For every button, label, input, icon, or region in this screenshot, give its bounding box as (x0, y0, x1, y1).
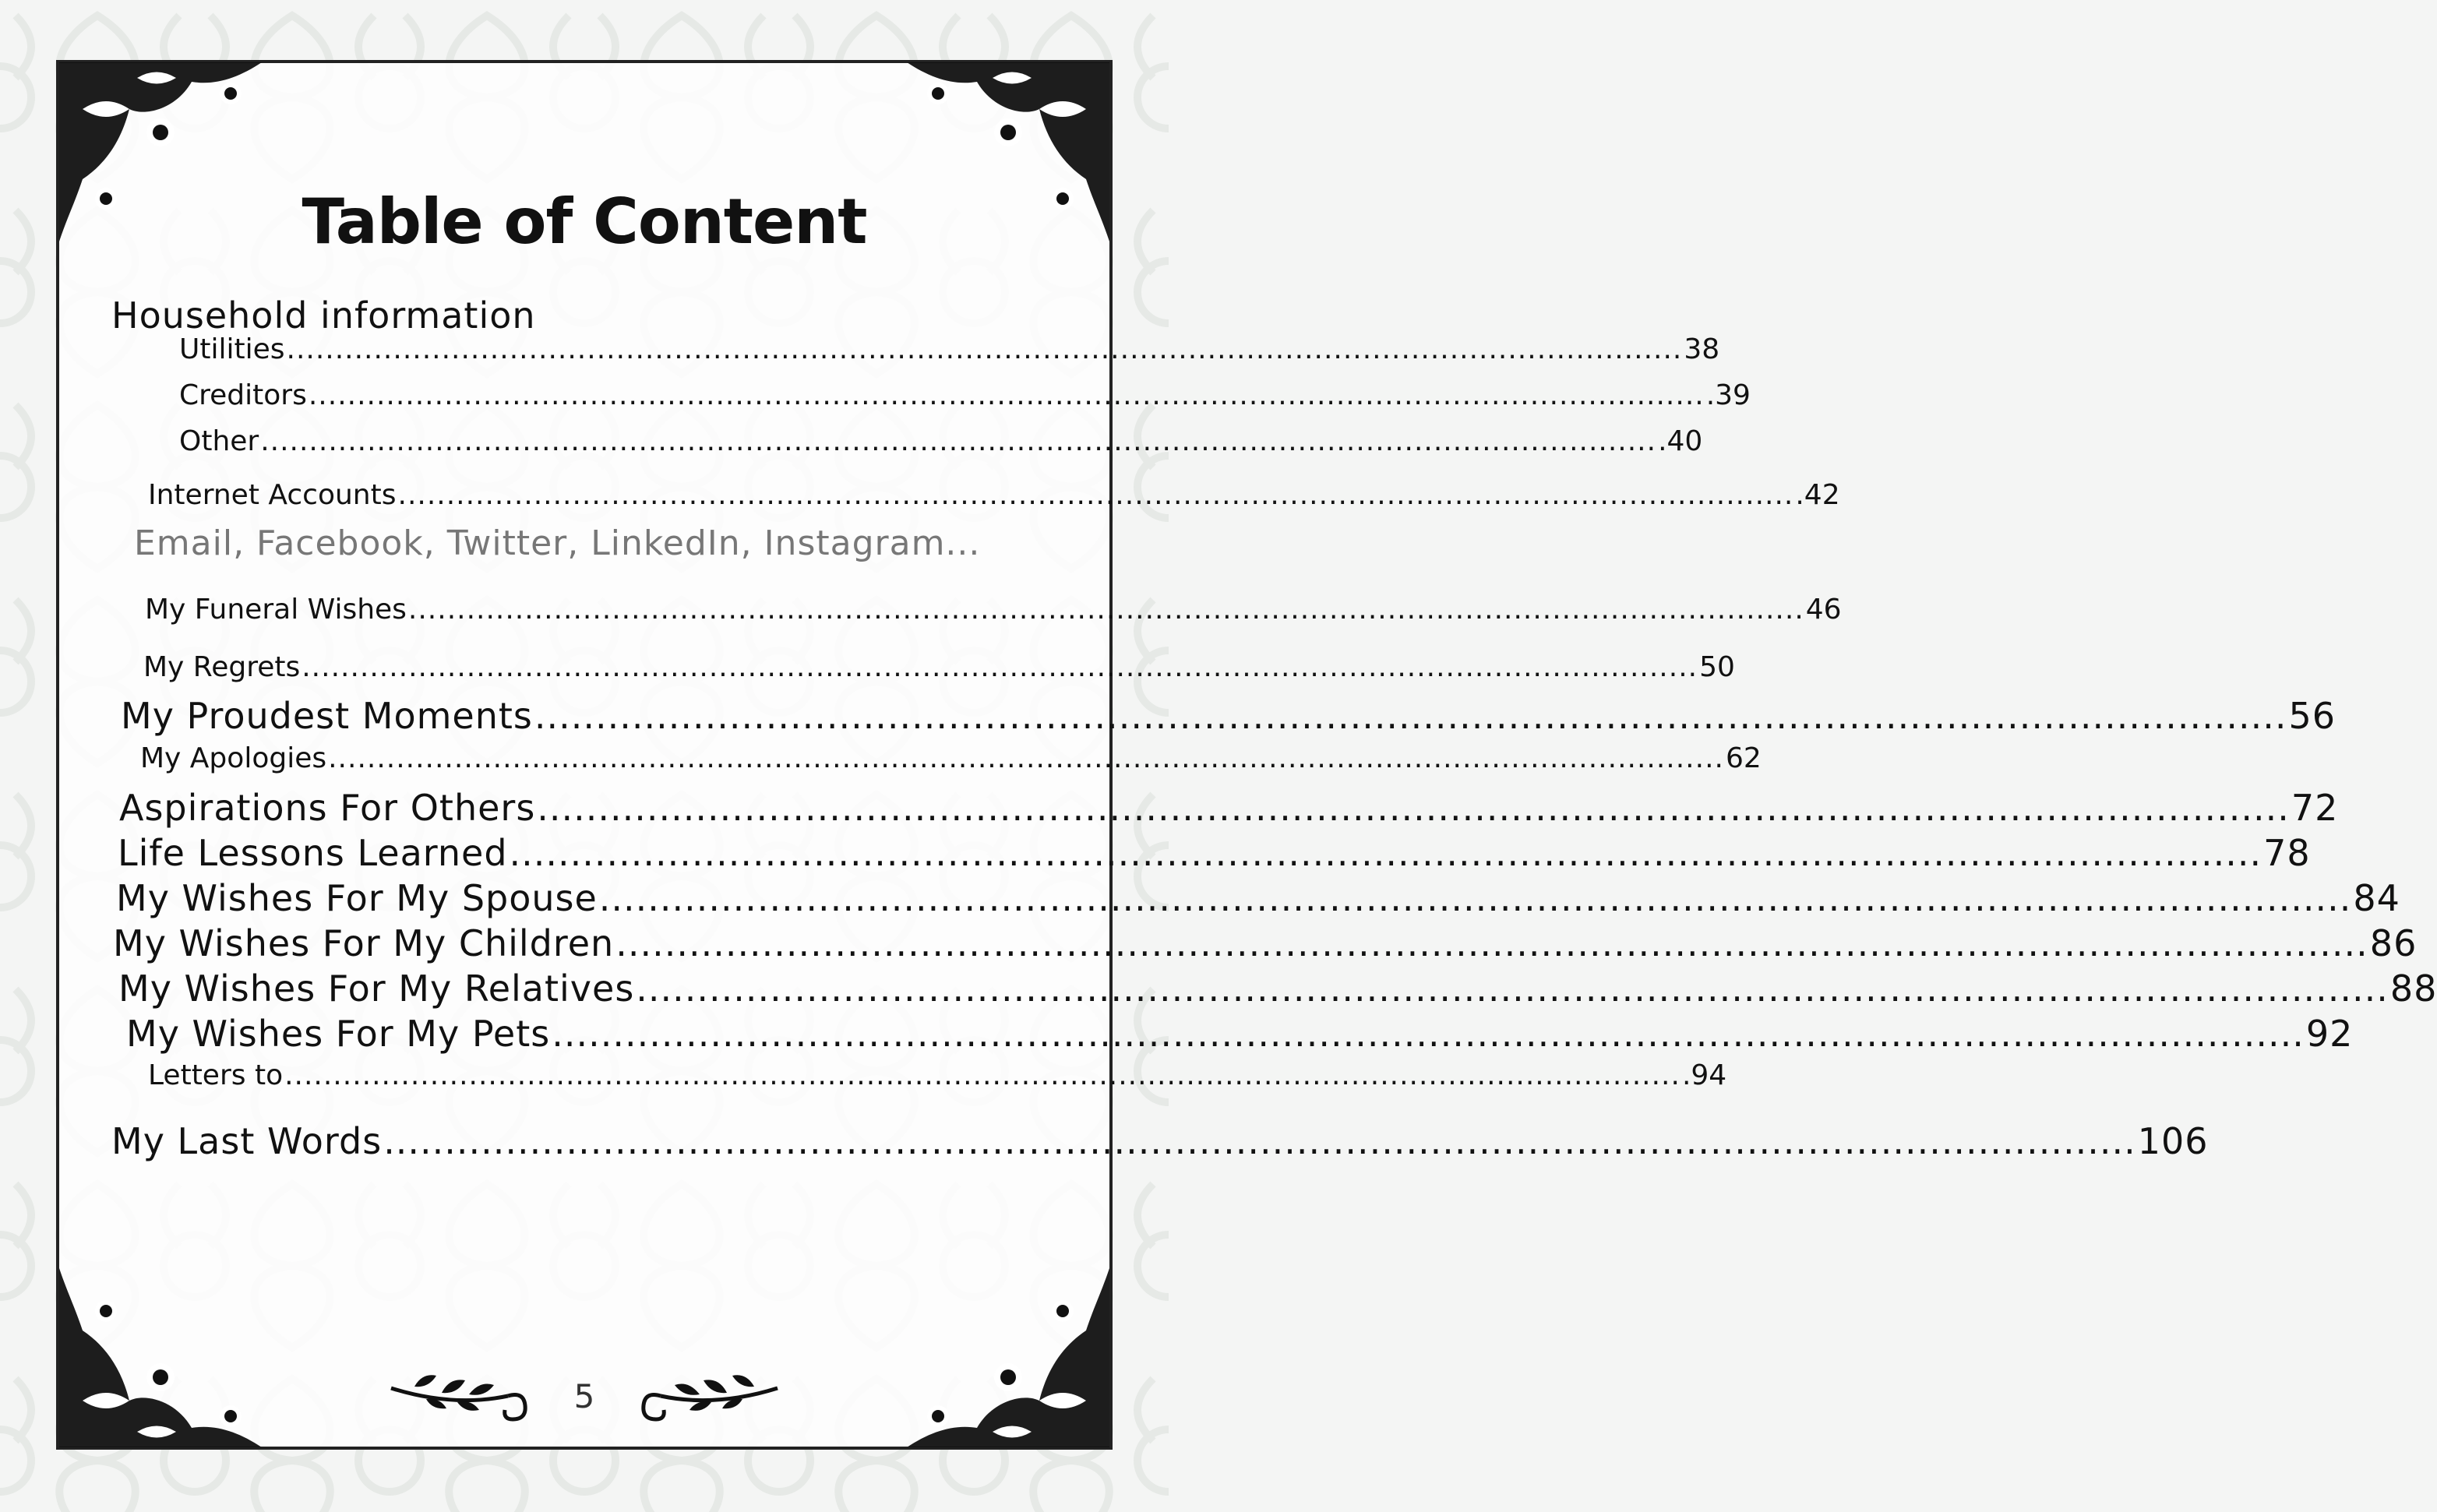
toc-entry[interactable] (111, 1120, 2209, 1162)
toc-entry-page: .40 (1658, 425, 1703, 457)
toc-entry-page: 62 (1725, 742, 1762, 774)
page-number: 5 (573, 1377, 595, 1415)
leaf-flourish-icon (630, 1365, 785, 1427)
toc-entry-label: Internet Accounts (148, 479, 397, 511)
floral-corner-icon (59, 1268, 301, 1447)
toc-leader-dots: ................................................................................................................................................ (534, 695, 2287, 737)
toc-entry-page: 106 (2137, 1120, 2209, 1162)
toc-leader-dots: ................................................................................................................................................ (286, 333, 1683, 365)
toc-entry-page: 88 (2389, 967, 2437, 1010)
toc-entry[interactable] (121, 695, 2336, 737)
toc-leader-dots: ................................................................................................................................................ (636, 967, 2389, 1010)
toc-entry[interactable] (179, 379, 1751, 411)
toc-entry-page: 38 (1684, 333, 1720, 365)
toc-entry[interactable] (119, 787, 2339, 829)
toc-entry[interactable] (179, 333, 1720, 365)
toc-leader-dots: ................................................................................................................................................ (328, 742, 1724, 774)
toc-entry-page: 92 (2305, 1013, 2354, 1055)
toc-entry-label: My Wishes For My Children (113, 922, 615, 964)
toc-leader-dots: ................................................................................................................................................ (509, 832, 2262, 874)
section-heading: Household information (111, 294, 536, 337)
toc-entry-label: My Wishes For My Spouse (116, 877, 598, 919)
toc-entry-page: .42 (1795, 479, 1840, 511)
toc-entry-label: Utilities (179, 333, 285, 365)
toc-entry-label: My Proudest Moments (121, 695, 533, 737)
toc-leader-dots: ................................................................................................................................................ (552, 1013, 2305, 1055)
toc-leader-dots: ................................................................................................................................................ (302, 651, 1698, 683)
leaf-flourish-icon (383, 1365, 539, 1427)
toc-entry-page: .39 (1705, 379, 1751, 411)
toc-entry-label: Life Lessons Learned (118, 832, 508, 874)
toc-entry-label: Creditors (179, 379, 307, 411)
toc-entry-page: 84 (2353, 877, 2400, 919)
toc-entry-page: 78 (2263, 832, 2311, 874)
toc-entry-page: 56 (2288, 695, 2336, 737)
toc-entry-page: 72 (2291, 787, 2339, 829)
toc-entry-label: My Funeral Wishes (145, 594, 407, 626)
floral-corner-icon (868, 1268, 1109, 1447)
toc-leader-dots: ................................................................................................................................................ (397, 479, 1794, 511)
toc-entry-label: My Apologies (140, 742, 327, 774)
toc-entry[interactable] (116, 877, 2400, 919)
toc-entry[interactable] (140, 742, 1762, 774)
internet-accounts-subtitle: Email, Facebook, Twitter, LinkedIn, Instagram... (134, 523, 981, 563)
toc-entry-label: My Wishes For My Relatives (118, 967, 635, 1010)
toc-entry[interactable] (118, 967, 2437, 1010)
toc-entry[interactable] (179, 425, 1703, 457)
toc-entry-label: Other (179, 425, 259, 457)
toc-leader-dots: ................................................................................................................................................ (308, 379, 1705, 411)
toc-entry-label: My Last Words (111, 1120, 383, 1162)
toc-entry-page: 50 (1699, 651, 1735, 683)
toc-entry[interactable] (113, 922, 2418, 964)
toc-leader-dots: ................................................................................................................................................ (260, 425, 1657, 457)
toc-leader-dots: ................................................................................................................................................ (407, 594, 1804, 626)
toc-entry-label: Letters to (148, 1059, 284, 1091)
toc-leader-dots: ................................................................................................................................................ (537, 787, 2290, 829)
toc-leader-dots: ................................................................................................................................................ (284, 1059, 1681, 1091)
toc-leader-dots: ................................................................................................................................................ (615, 922, 2368, 964)
toc-entry-label: My Regrets (143, 651, 301, 683)
toc-entry[interactable] (148, 1059, 1727, 1091)
page-title: Table of Content (302, 185, 867, 258)
toc-entry-page: 46 (1805, 594, 1842, 626)
toc-entry[interactable] (148, 479, 1840, 511)
toc-entry-page: 86 (2369, 922, 2418, 964)
toc-entry-label: Aspirations For Others (119, 787, 536, 829)
toc-leader-dots: ................................................................................................................................................ (598, 877, 2352, 919)
toc-leader-dots: ................................................................................................................................................ (383, 1120, 2136, 1162)
toc-entry[interactable] (143, 651, 1735, 683)
toc-entry[interactable] (145, 594, 1842, 626)
toc-entry-label: My Wishes For My Pets (126, 1013, 551, 1055)
toc-entry[interactable] (118, 832, 2311, 874)
toc-entry[interactable] (126, 1013, 2354, 1055)
toc-entry-page: .94 (1681, 1059, 1727, 1091)
